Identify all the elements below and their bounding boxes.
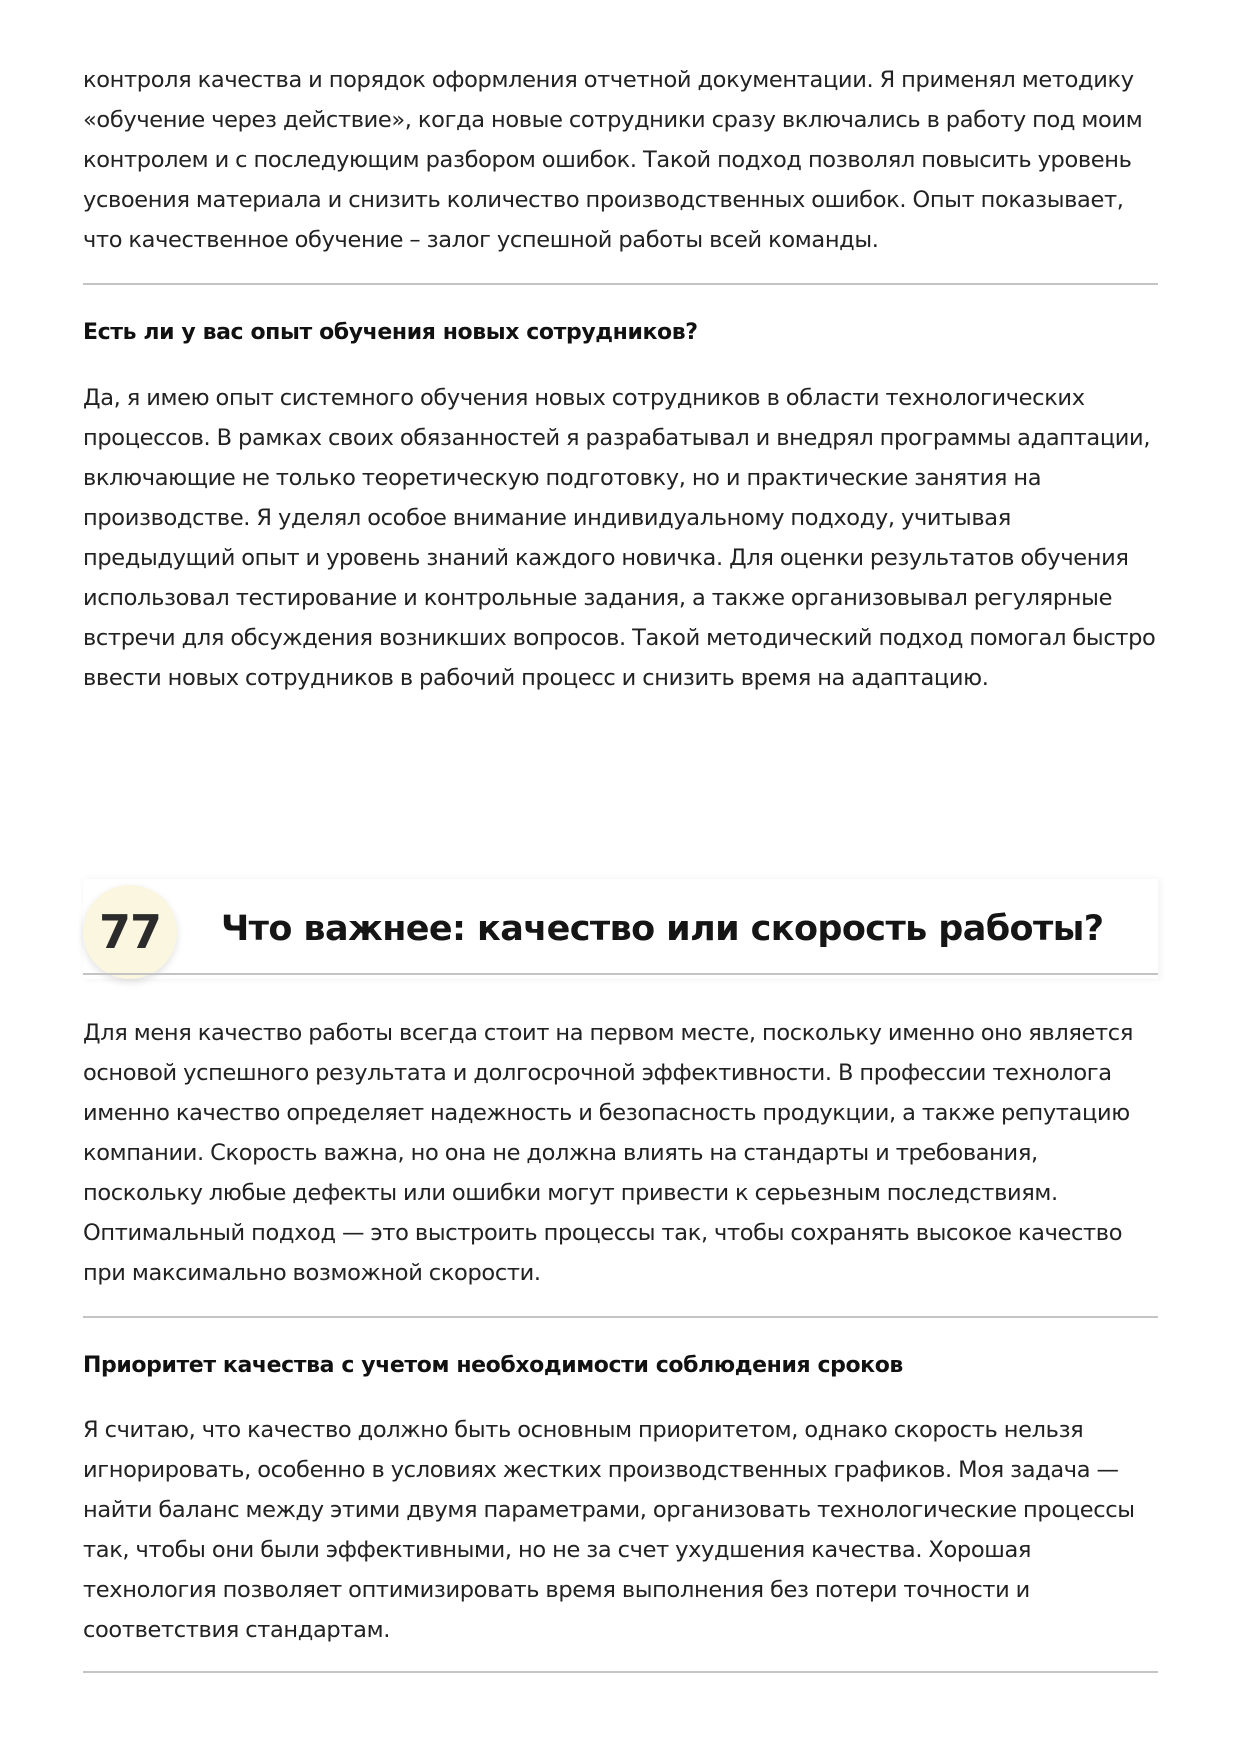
question-number-badge: 77 [83, 885, 177, 979]
question-answer-text: Для меня качество работы всегда стоит на первом месте, поскольку именно оно является основой успешного результата и долгосрочной эффективности. В профессии технолога именно качество определяет надежность и безопасность продукции, а также репутацию компании. Скорость важна, но она не должна влиять на стандарты и требования, поскольку любые дефекты или ошибки могут привести к серьезным последствиям. Оптимальный подход — это выстроить процессы так, чтобы сохранять высокое качество при максимально возможной скорости. [83, 1020, 1134, 1286]
continued-answer-text: контроля качества и порядок оформления отчетной документации. Я применял методику «обучение через действие», когда новые сотрудники сразу включались в работу под моим контролем и с последующим разбором ошибок. Такой подход позволял повысить уровень усвоения материала и снизить количество производственных ошибок. Опыт показывает, что качественное обучение – залог успешной работы всей команды. [83, 67, 1143, 253]
question-answer-block [83, 1013, 1158, 1293]
training-answer-text: Да, я имею опыт системного обучения новых сотрудников в области технологических процессов. В рамках своих обязанностей я разрабатывал и внедрял программы адаптации, включающие не только теоретическую подготовку, но и практические занятия на производстве. Я уделял особое внимание индивидуальному подходу, учитывая предыдущий опыт и уровень знаний каждого новичка. Для оценки результатов обучения использовал тестирование и контрольные задания, а также организовывал регулярные встречи для обсуждения возникших вопросов. Такой методический подход помогал быстро ввести новых сотрудников в рабочий процесс и снизить время на адаптацию. [83, 385, 1156, 691]
priority-heading-block [83, 1350, 1158, 1382]
question-header [83, 879, 1158, 979]
divider [83, 283, 1158, 285]
priority-heading: Приоритет качества с учетом необходимости соблюдения сроков [83, 1353, 903, 1378]
priority-answer-block [83, 1410, 1158, 1650]
priority-answer-text: Я считаю, что качество должно быть основным приоритетом, однако скорость нельзя игнорировать, особенно в условиях жестких производственных графиков. Моя задача — найти баланс между этими двумя параметрами, организовать технологические процессы так, чтобы они были эффективными, но не за счет ухудшения качества. Хорошая технология позволяет оптимизировать время выполнения без потери точности и соответствия стандартам. [83, 1417, 1135, 1643]
document-page [83, 0, 1158, 1753]
training-heading: Есть ли у вас опыт обучения новых сотрудников? [83, 320, 698, 345]
training-heading-block [83, 317, 1158, 349]
question-title: Что важнее: качество или скорость работы? [221, 909, 1104, 949]
divider [83, 973, 1158, 975]
training-answer-block [83, 378, 1158, 698]
divider [83, 1671, 1158, 1673]
divider [83, 1316, 1158, 1318]
continued-answer-block [83, 60, 1158, 260]
